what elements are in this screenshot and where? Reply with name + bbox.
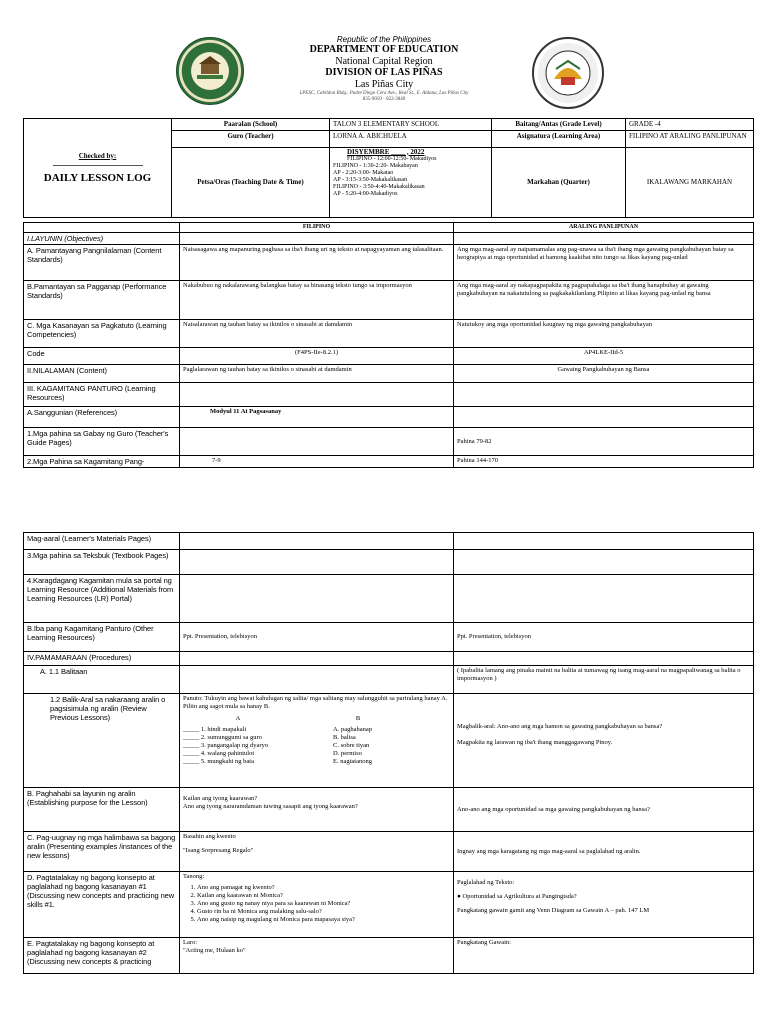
- row-label: C. Pag-uugnay ng mga halimbawa sa bagong aralin (Presenting examples /instances of the new lessons): [24, 832, 180, 872]
- grade-label: Baitang/Antas (Grade Level): [492, 119, 626, 131]
- ap-opportunity: ● Oportunidad sa Agrikultura at Pangingisda?: [457, 893, 577, 900]
- match-a: _____ 1. hindi mapakali: [183, 726, 247, 733]
- row-ap: [454, 233, 754, 245]
- row-label: C. Mga Kasanayan sa Pagkatuto (Learning Competencies): [24, 320, 180, 348]
- schedule-line: FILIPINO - 3:50-4:40-Makakalikasan: [333, 183, 425, 190]
- review-ap-question: Magbalik-aral: Ano-ano ang mga hamon sa gawaing pangkabuhayan sa bansa?: [457, 723, 663, 730]
- school-value: TALON 3 ELEMENTARY SCHOOL: [330, 119, 492, 131]
- ap-presentation: Paglalahad ng Teksto:: [457, 879, 515, 886]
- teacher-label: Guro (Teacher): [172, 130, 330, 147]
- question-item: 4. Gusto rin ba ni Monica ang malaking salu-salo?: [197, 908, 450, 916]
- match-b: C. sobre tiyan: [333, 742, 370, 749]
- discussion2-fil-cell: [180, 938, 454, 974]
- discussion1-ap-cell: [454, 872, 754, 938]
- match-a: _____ 2. sumunggumi sa guro: [183, 734, 262, 741]
- purpose-ap: Ano-ano ang mga oportunidad sa mga gawaing pangkabuhayan ng bansa?: [454, 788, 754, 832]
- row-fil: 7-9: [180, 456, 454, 468]
- row-ap: Ang mga mag-aaral ay naipamamalas ang pag-unawa sa iba't ibang mga gawaing pangkabuhayan batay sa heograpiya at mga oportunidad at hamong kaakibat nito tungo sa likas kayang pag-unlad: [454, 245, 754, 281]
- match-a: _____ 5. mungkahi ng bata: [183, 758, 254, 765]
- row-fil: Naisasagawa ang mapanuring pagbasa sa iba't ibang uri ng teksto at napagyayaman ang talasalitaan.: [180, 245, 454, 281]
- discussion2-ap: Pangkatang Gawain:: [454, 938, 754, 974]
- schedule-line: AP - 3:15-3:50-Makakalikasan: [333, 176, 408, 183]
- schedule-line: FILIPINO - 1:30-2:20- Makabayan: [333, 162, 418, 169]
- row-ap: Gawaing Pangkabuhayan ng Bansa: [454, 365, 754, 383]
- question-item: 2. Kailan ang kaarawan ni Monica?: [197, 892, 450, 900]
- corner-cell: [24, 223, 180, 233]
- row-fil: Ppt. Presentation, telebisyon: [180, 623, 454, 652]
- match-header: [183, 715, 450, 723]
- examples-fil-cell: [180, 832, 454, 872]
- row-label: 3.Mga pahina sa Teksbuk (Textbook Pages): [24, 550, 180, 575]
- row-ap: [454, 652, 754, 666]
- review-ap-activity: Magpakita ng larawan ng iba't ibang manggagawang Pinoy.: [457, 739, 613, 746]
- match-item: [183, 750, 450, 758]
- row-fil: [180, 428, 454, 456]
- signature-line: [53, 165, 143, 166]
- row-fil: [180, 550, 454, 575]
- lesson-table-page2: [23, 532, 754, 974]
- row-label: II.NILALAMAN (Content): [24, 365, 180, 383]
- review-fil-cell: [180, 694, 454, 788]
- row-label: I.LAYUNIN (Objectives): [24, 233, 180, 245]
- match-b: E. nagtatanong: [333, 758, 372, 765]
- quarter-label: Markahan (Quarter): [492, 147, 626, 217]
- match-b: B. balisa: [333, 734, 356, 741]
- match-a: _____ 4. walang pahintulot: [183, 750, 255, 757]
- purpose-q1: Kailan ang iyong kaarawan?: [183, 795, 258, 802]
- match-item: [183, 734, 450, 742]
- match-b: A. paghahanap: [333, 726, 372, 733]
- schedule-line: FILIPINO - 12:00-12:50- Makadiyos: [347, 155, 437, 162]
- purpose-fil-cell: [180, 788, 454, 832]
- teacher-value: LORNA A. ABICHUELA: [330, 130, 492, 147]
- row-ap: AP4LKE-IId-5: [454, 348, 754, 365]
- row-ap: [454, 533, 754, 550]
- date-line: DISYEMBRE ____ , 2022: [347, 147, 425, 156]
- division-line: DIVISION OF LAS PIÑAS: [325, 67, 443, 78]
- row-ap: Pahina 144-170: [454, 456, 754, 468]
- schedule-line: AP - 2:20-3:00- Makatao: [333, 169, 394, 176]
- row-fil: [180, 575, 454, 623]
- question-item: 1. Ano ang pamagat ng kwento?: [197, 884, 450, 892]
- row-ap: Natutukoy ang mga oportunidad kaugnay ng mga gawaing pangkabuhayan: [454, 320, 754, 348]
- school-label: Paaralan (School): [172, 119, 330, 131]
- question-list: [183, 884, 450, 924]
- examples-ap: Ingnay ang mga karagatang ng mga mag-aaral sa paglalahad ng aralin.: [454, 832, 754, 872]
- checked-by: Checked by:: [78, 152, 117, 160]
- match-col-b: B: [355, 715, 361, 722]
- phone-line: 835-9050 · 822-3840: [362, 97, 406, 102]
- department-line: DEPARTMENT OF EDUCATION: [309, 44, 459, 55]
- row-ap: Ang mga mag-aaral ay nakapagpapakita ng pagpapahalaga sa iba't ibang hanapbuhay at gawaing pangkabuhayan na nakatutulong sa pagkakakilanlang Pilipino at likas kayang pag-unlad ng bansa: [454, 281, 754, 320]
- row-fil: Modyul 11 At Pagsasanay: [180, 407, 454, 428]
- row-fil: Paglalarawan ng tauhan batay sa ikinilos o sinasabi at damdamin: [180, 365, 454, 383]
- row-ap: [454, 550, 754, 575]
- row-fil: Naisalarawan ng tauhan batay sa ikinilos o sinasabi at damdamin: [180, 320, 454, 348]
- row-label: A.Sanggunian (References): [24, 407, 180, 428]
- grade-value: GRADE -4: [626, 119, 754, 131]
- row-label: IV.PAMAMARAAN (Procedures): [24, 652, 180, 666]
- row-fil: [180, 652, 454, 666]
- row-label: 2.Mga Pahina sa Kagamitang Pang-: [24, 456, 180, 468]
- address-line: LPESC, Cabildon Bldg., Padre Diego Cera Ave., Real St., E. Aldana, Las Piñas City: [299, 91, 469, 96]
- row-fil: [180, 233, 454, 245]
- row-label: Mag-aaral (Learner's Materials Pages): [24, 533, 180, 550]
- purpose-q2: Ano ang iyong nararamdaman tuwing sasapit ang iyong kaarawan?: [183, 803, 358, 810]
- col-filipino: FILIPINO: [180, 223, 454, 233]
- row-fil: [180, 383, 454, 407]
- city-line: Las Piñas City: [354, 79, 414, 90]
- match-item: [183, 758, 450, 766]
- questions-head: Tanong:: [183, 873, 205, 880]
- question-item: 5. Ano ang naisip ng magulang ni Monica para mapasaya siya?: [197, 916, 450, 924]
- row-label: D. Pagtatalakay ng bagong konsepto at paglalahad ng bagong kasanayan #1 (Discussing new concepts and practicing new skills #1.: [24, 872, 180, 938]
- subject-value: FILIPINO AT ARALING PANLIPUNAN: [626, 130, 754, 147]
- row-label: 4.Karagdagang Kagamitan mula sa portal ng Learning Resource (Additional Materials from Learning Resources (LR) Portal): [24, 575, 180, 623]
- row-label: III. KAGAMITANG PANTURO (Learning Resources): [24, 383, 180, 407]
- review-instruction: Panuto: Tukuyin ang bawat kahulugan ng salita/ mga salitang may salungguhit sa pariralang hanay A. Piliin ang sagot mula sa hanay B.: [183, 695, 448, 710]
- match-col-a: A: [235, 715, 241, 722]
- row-label: 1.Mga pahina sa Gabay ng Guro (Teacher's Guide Pages): [24, 428, 180, 456]
- lesson-table-page1: [23, 222, 754, 468]
- log-title: DAILY LESSON LOG: [43, 171, 152, 184]
- republic-line: Republic of the Philippines: [336, 35, 432, 44]
- row-fil: Nakabubuo ng nakalarawang balangkas batay sa binasang teksto tungo sa impormasyon: [180, 281, 454, 320]
- row-label: E. Pagtatalakay ng bagong konsepto at paglalahad ng bagong kasanayan #2 (Discussing new concepts & practicing: [24, 938, 180, 974]
- col-ap: ARALING PANLIPUNAN: [454, 223, 754, 233]
- game-title: "Acting me, Hulaan ko": [183, 947, 246, 954]
- header-table: [23, 118, 754, 218]
- discussion1-fil-cell: [180, 872, 454, 938]
- match-a: _____ 3. pangangalap ng dyaryo: [183, 742, 269, 749]
- date-schedule: [330, 147, 492, 217]
- row-label: B.Pamantayan sa Pagganap (Performance Standards): [24, 281, 180, 320]
- subject-label: Asignatura (Learning Area): [492, 130, 626, 147]
- row-ap: [454, 383, 754, 407]
- region-line: National Capital Region: [335, 56, 433, 67]
- row-label: Code: [24, 348, 180, 365]
- date-label: Petsa/Oras (Teaching Date & Time): [172, 147, 330, 217]
- match-item: [183, 726, 450, 734]
- schedule-line: AP - 5:20-4:00-Makadiyos: [333, 190, 398, 197]
- row-label: B. Paghahabi sa layunin ng aralin (Establishing purpose for the Lesson): [24, 788, 180, 832]
- examples-instruction: Basahin ang kwento: [183, 833, 236, 840]
- row-label: 1.2 Balik-Aral sa nakaraang aralin o pagsisimula ng aralin (Review Previous Lessons): [24, 694, 180, 788]
- row-label: A. 1.1 Balitaan: [24, 666, 180, 694]
- row-ap: ( Ipabalita lamang ang pinaka mainit na balita at tumawag ng isang mag-aaral na magpapaliwanag sa balita o impormasyon ): [454, 666, 754, 694]
- row-ap: [454, 575, 754, 623]
- match-item: [183, 742, 450, 750]
- quarter-value: IKALAWANG MARKAHAN: [626, 147, 754, 217]
- game-label: Laro:: [183, 939, 198, 946]
- row-fil: [180, 533, 454, 550]
- row-label: B.Iba pang Kagamitang Panturo (Other Learning Resources): [24, 623, 180, 652]
- row-ap: [454, 407, 754, 428]
- match-b: D. permiso: [333, 750, 362, 757]
- row-ap: Pahina 79-82: [454, 428, 754, 456]
- row-fil: [180, 666, 454, 694]
- review-ap-cell: [454, 694, 754, 788]
- row-ap: Ppt. Presentation, telebisyon: [454, 623, 754, 652]
- ap-group-activity: Pangkatang gawain gamit ang Venn Diagram sa Gawain A – pah. 147 LM: [457, 907, 650, 914]
- question-item: 3. Ano ang gusto ng nanay niya para sa kaarawan ni Monica?: [197, 900, 450, 908]
- row-fil: (F4PS-IIe-8.2.1): [180, 348, 454, 365]
- row-label: A. Pamantayang Pangnilalaman (Content Standards): [24, 245, 180, 281]
- story-title: "Isang Sorpresang Regalo": [183, 847, 254, 854]
